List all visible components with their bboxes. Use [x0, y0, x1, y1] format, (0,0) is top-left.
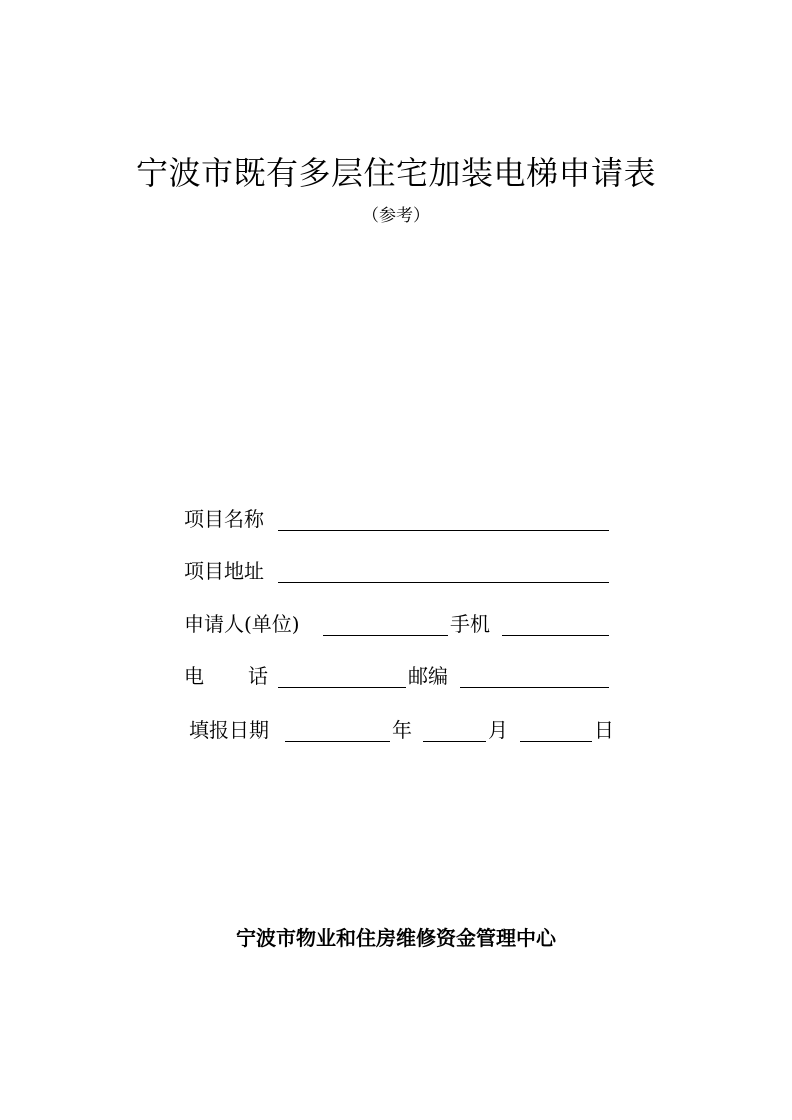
- project-address-field[interactable]: [278, 582, 609, 583]
- project-name-field[interactable]: [278, 530, 609, 531]
- phone-field[interactable]: [278, 687, 406, 688]
- postcode-field[interactable]: [460, 687, 609, 688]
- phone-label-char-2: 话: [248, 664, 268, 688]
- issuing-organization: 宁波市物业和住房维修资金管理中心: [236, 926, 556, 950]
- day-field[interactable]: [520, 741, 592, 742]
- project-address-label: 项目地址: [184, 559, 264, 583]
- applicant-field[interactable]: [323, 635, 448, 636]
- applicant-row: [0, 610, 792, 638]
- document-title: 宁波市既有多层住宅加装电梯申请表: [135, 154, 656, 192]
- applicant-label: 申请人(单位): [184, 612, 300, 636]
- month-field[interactable]: [423, 741, 486, 742]
- date-row: [0, 716, 792, 744]
- phone-row: [0, 662, 792, 690]
- project-address-row: [0, 557, 792, 585]
- project-name-row: [0, 505, 792, 533]
- day-label: 日: [594, 718, 614, 742]
- year-label: 年: [392, 718, 412, 742]
- date-label: 填报日期: [189, 718, 269, 742]
- postcode-label: 邮编: [408, 664, 448, 688]
- mobile-label: 手机: [450, 612, 490, 636]
- phone-label-char-1: 电: [184, 664, 204, 688]
- project-name-label: 项目名称: [184, 507, 264, 531]
- document-subtitle: （参考）: [362, 206, 430, 226]
- year-field[interactable]: [285, 741, 390, 742]
- month-label: 月: [488, 718, 508, 742]
- mobile-field[interactable]: [502, 635, 609, 636]
